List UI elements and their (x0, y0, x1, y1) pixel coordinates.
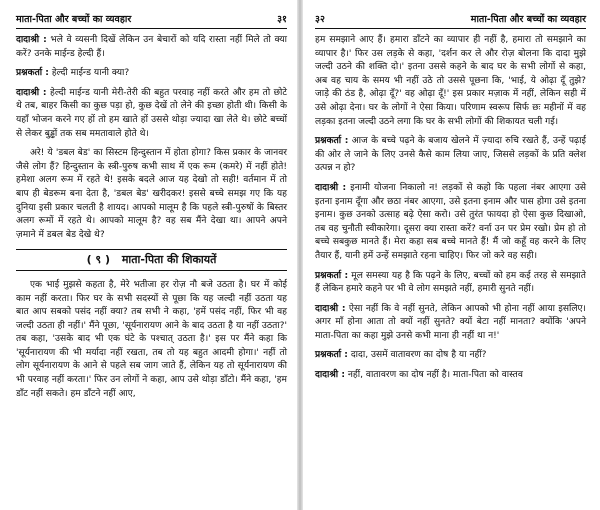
paragraph (16, 147, 287, 242)
paragraph (16, 279, 287, 401)
speaker-label: प्रश्नकर्ता : (315, 350, 348, 361)
paragraph-text: नहीं, वातावरण का दोष नहीं है। माता-पिता को वास्तव (347, 370, 523, 381)
right-page-body (315, 34, 586, 383)
question (315, 270, 586, 297)
paragraph (315, 34, 586, 129)
right-page-header (315, 6, 586, 29)
question-text: दादा, उसमें वातावरण का दोष है या नहीं? (350, 350, 487, 361)
paragraph-text: भले वे व्यसनी दिखें लेकिन उन बेचारों को यदि रास्ता नहीं मिले तो क्या करें? उनके माईन्ड हेल्दी हैं। (16, 35, 287, 59)
paragraph-text: इनामी योजना निकालो न! लड़कों से कहो कि पहला नंबर आएगा उसे इतना इनाम दूँगा और छठा नंबर आएगा, उसे इतना इनाम और पास होगा उसे इतना इनाम। कुछ उनको उत्साह बढ़े ऐसा करो। उसे तुरंत फायदा हो ऐसा कुछ दिखाओ, तब वह चुनौती स्वीकारेगा। दूसरा क्या रास्ता करें? वर्ना उन पर प्रेम रखो। प्रेम हो तो बच्चे सबकुछ मानते हैं। मेरा कहा सब बच्चे मानते हैं! मैं जो कहूँ वह करने के लिए तैयार हैं, यानी हमें उन्हें समझाते रहना चाहिए। फिर जो करे वह सही। (315, 182, 587, 261)
left-page (0, 0, 297, 510)
left-page-number: ३१ (277, 14, 287, 25)
right-page (303, 0, 600, 510)
paragraph (16, 34, 287, 61)
speaker-label: दादाश्री : (315, 182, 347, 193)
question-text: आज के बच्चे पढ़ने के बजाय खेलने में ज़्यादा रुचि रखते हैं, उन्हें पढ़ाई की ओर ले जाने के लिए उनसे कैसे काम लिया जाए, जिससे लड़कों के प्रति क्लेश उत्पन्न न हो? (315, 136, 586, 174)
speaker-label: दादाश्री : (16, 87, 47, 98)
paragraph (315, 182, 586, 264)
left-page-header (16, 6, 287, 29)
paragraph-text: ऐसा नहीं कि वे नहीं सुनते, लेकिन आपको भी होना नहीं आया इसलिए। अगर माँ होना आता तो क्यों नहीं सुनते? क्यों बेटा नहीं मानता? क्योंकि 'अपने माता-पिता का कहा मुझे उनसे कभी माना ही नहीं था न!' (315, 303, 586, 341)
question (315, 135, 586, 176)
question (315, 349, 586, 363)
paragraph-text: हेल्दी माईन्ड यानी मेरी-तेरी की बहुत परवाह नहीं करते और हम तो छोटे थे तब, बाहर किसी का कुछ पड़ा हो, कुछ देखें तो लेने की इच्छा होती थी। किसी के यहाँ भोजन करने गए हों तो हम खाते हों उससे थोड़ा ज्यादा खा लेते थे। छोटे बच्चों से लेकर बुड्ढों तक सब ममतावाले होते थे। (16, 87, 287, 139)
left-header-title: माता-पिता और बच्चों का व्यवहार (16, 14, 132, 25)
chapter-heading (16, 249, 287, 271)
question-text: हेल्दी माईन्ड यानी क्या? (51, 68, 130, 79)
right-header-title: माता-पिता और बच्चों का व्यवहार (470, 14, 586, 25)
speaker-label: दादाश्री : (315, 370, 345, 381)
left-page-body (16, 34, 287, 401)
paragraph-text: हम समझाने आए हैं। हमारा डाँटने का व्यापार ही नहीं है, हमारा तो समझाने का व्यापार है।' फिर उस लड़के से कहा, 'दर्शन कर ले और रोज़ बोलना कि दादा मुझे जल्दी उठने की शक्ति दो।' इतना उससे कहने के बाद घर के सभी लोगों से कहा, अब वह चाय के समय भी नहीं उठे तो उससे पूछना कि, 'भाई, ये ओढ़ा दूँ तुझे? जाड़े की ठंड है, ओढ़ा दूँ?' वह ओढ़ा दूँ!' इस प्रकार मज़ाक में नहीं, लेकिन सही में उसे ओढ़ा देना। घर के लोगों ने ऐसा किया। परिणाम स्वरूप सिर्फ छः महीनों में वह लड़का इतना जल्दी उठने लगा कि घर के सभी लोगों की शिकायत चली गई। (315, 35, 586, 127)
chapter-title: माता-पिता की शिकायतें (121, 253, 217, 267)
speaker-label: प्रश्नकर्ता : (16, 68, 49, 79)
paragraph-text: एक भाई मुझसे कहता है, मेरे भतीजा हर रोज़ नौ बजे उठता है। घर में कोई काम नहीं करता। फिर घर के सभी सदस्यों से पूछा कि यह जल्दी नहीं उठता यह बात आप सबको पसंद नहीं क्या? तब सभी ने कहा, 'हमें पसंद नहीं, फिर भी वह जल्दी उठता ही नहीं।' मैंने पूछा, 'सूर्यनारायण आने के बाद उठता है या नहीं उठता?' तब कहा, 'उसके बाद भी एक घंटे के पश्चात् उठता है।' इस पर मैंने कहा कि 'सूर्यनारायण की भी मर्यादा नहीं रखता, तब तो यह बहुत आदमी होगा।' नहीं तो लोग सूर्यनारायण के आने से पहले सब जाग जाते हैं, लेकिन यह तो सूर्यनारायण की भी परवाह नहीं करता।' फिर उन लोगों ने कहा, आप उसे थोड़ा डाँटो। मैंने कहा, 'हम डाँट नहीं सकते। हम डाँटने नहीं आए, (16, 279, 287, 399)
speaker-label: दादाश्री : (315, 303, 346, 314)
paragraph (16, 87, 287, 141)
speaker-label: प्रश्नकर्ता : (315, 136, 349, 147)
paragraph (315, 369, 586, 383)
question (16, 67, 287, 81)
paragraph-text: अरे! ये 'डबल बेड' का सिस्टम हिन्दुस्तान में होता होगा? किस प्रकार के जानवर जैसे लोग हैं? हिन्दुस्तान के स्त्री-पुरुष कभी साथ में एक रूम (कमरे) में नहीं होते! हमेशा अलग रूम में रहते थे! इसके बदले आज यह देखो तो सही! वर्तमान में तो बाप ही बेडरूम बना देता है, 'डबल बेड' खरीदकर! इससे बच्चे समझ गए कि यह दुनिया इसी प्रकार चलती है शायद। आपको मालूम है कि पहले स्त्री-पुरुषों के बिस्तर अलग रूमों में रहते थे। आपको मालूम है? वह सब मैंने देखा था। आपने अपने ज़माने में डबल बेड देखे थे? (16, 148, 287, 240)
chapter-number: ( ९ ) (86, 253, 111, 267)
speaker-label: प्रश्नकर्ता : (315, 270, 349, 281)
question-text: मूल समस्या यह है कि पढ़ने के लिए, बच्चों को हम कई तरह से समझाते हैं लेकिन हमारे कहने पर भी वे लोग समझते नहीं, हमारी सुनते नहीं। (315, 270, 586, 295)
right-page-number: ३२ (315, 14, 325, 25)
speaker-label: दादाश्री : (16, 35, 47, 45)
paragraph (315, 303, 586, 344)
